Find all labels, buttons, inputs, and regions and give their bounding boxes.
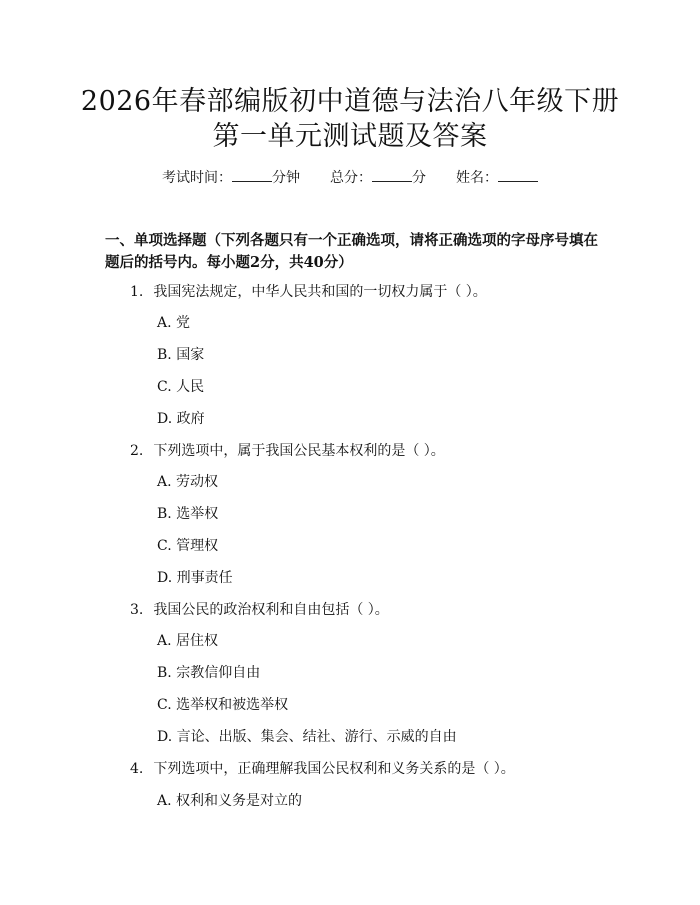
- question-1-option-d: D. 政府: [157, 411, 205, 427]
- score-label: 总分：: [330, 170, 372, 186]
- question-4-option-a: A. 权利和义务是对立的: [157, 793, 303, 809]
- question-text: 下列选项中，正确理解我国公民权利和义务关系的是（ ）。: [153, 761, 515, 777]
- question-3: [130, 600, 389, 620]
- question-1-option-c: C. 人民: [157, 379, 205, 395]
- question-number: 4.: [130, 761, 144, 777]
- time-label: 考试时间：: [162, 170, 232, 186]
- section-heading-single-choice: 一、单项选择题（下列各题只有一个正确选项，请将正确选项的字母序号填在题后的括号内。每小题2分，共40分）: [105, 232, 598, 271]
- question-2: [130, 441, 445, 461]
- question-2-option-b: B. 选举权: [157, 506, 219, 522]
- document-title-line2: 第一单元测试题及答案: [212, 121, 488, 152]
- question-1-option-a: A. 党: [157, 315, 191, 331]
- time-unit: 分钟: [272, 170, 300, 186]
- question-1-option-b: B. 国家: [157, 347, 205, 363]
- question-3-option-a: A. 居住权: [157, 633, 219, 649]
- question-number: 2.: [130, 443, 144, 459]
- question-3-option-c: C. 选举权和被选举权: [157, 697, 289, 713]
- question-number: 3.: [130, 602, 144, 618]
- question-number: 1.: [130, 284, 144, 300]
- time-blank: [232, 167, 272, 182]
- name-label: 姓名：: [456, 170, 498, 186]
- question-4: [130, 759, 515, 779]
- document-title-line1: 2026年春部编版初中道德与法治八年级下册: [80, 86, 620, 117]
- name-blank: [498, 167, 538, 182]
- question-1: [130, 282, 487, 302]
- question-3-option-b: B. 宗教信仰自由: [157, 665, 261, 681]
- score-blank: [372, 167, 412, 182]
- question-2-option-a: A. 劳动权: [157, 474, 219, 490]
- exam-info-line: [0, 167, 700, 189]
- question-text: 下列选项中，属于我国公民基本权利的是（ ）。: [153, 443, 445, 459]
- question-3-option-d: D. 言论、出版、集会、结社、游行、示威的自由: [157, 729, 457, 745]
- question-text: 我国宪法规定，中华人民共和国的一切权力属于（ ）。: [153, 284, 487, 300]
- question-2-option-c: C. 管理权: [157, 538, 219, 554]
- score-unit: 分: [412, 170, 426, 186]
- question-2-option-d: D. 刑事责任: [157, 570, 233, 586]
- question-text: 我国公民的政治权利和自由包括（ ）。: [153, 602, 389, 618]
